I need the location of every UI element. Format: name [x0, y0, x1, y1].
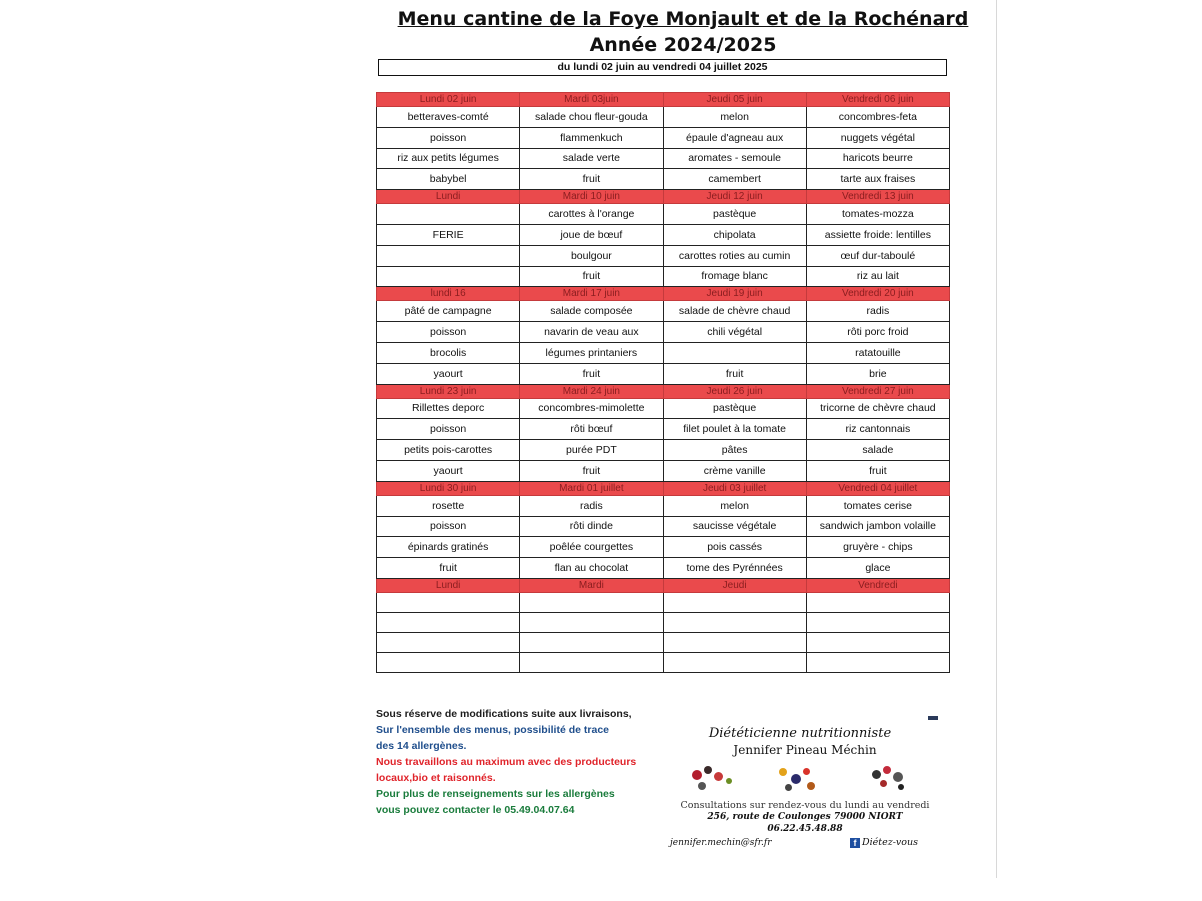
menu-cell: flan au chocolat	[520, 558, 663, 579]
dietitian-address: 256, route de Coulonges 79000 NIORT	[707, 812, 903, 822]
note-line: des 14 allergènes.	[376, 740, 467, 752]
menu-cell	[663, 592, 806, 612]
menu-cell	[377, 632, 520, 652]
menu-cell: assiette froide: lentilles	[806, 224, 949, 245]
menu-cell: carottes roties au cumin	[663, 245, 806, 266]
menu-cell	[663, 652, 806, 672]
menu-cell: filet poulet à la tomate	[663, 419, 806, 440]
menu-row	[377, 127, 950, 148]
menu-cell	[377, 204, 520, 225]
note-line: locaux,bio et raisonnés.	[376, 772, 496, 784]
menu-row	[377, 204, 950, 225]
menu-cell: melon	[663, 107, 806, 128]
menu-cell: camembert	[663, 169, 806, 190]
menu-cell: pâté de campagne	[377, 301, 520, 322]
dash-mark	[928, 716, 938, 720]
note-line: Sous réserve de modifications suite aux livraisons,	[376, 708, 632, 720]
menu-cell: rôti dinde	[520, 516, 663, 537]
note-line: vous pouvez contacter le 05.49.04.07.64	[376, 804, 575, 816]
menu-cell: saucisse végétale	[663, 516, 806, 537]
menu-cell: joue de bœuf	[520, 224, 663, 245]
day-header: Vendredi 27 juin	[806, 384, 949, 398]
menu-cell: Rillettes deporc	[377, 398, 520, 419]
menu-row	[377, 495, 950, 516]
menu-row	[377, 398, 950, 419]
menu-cell: brie	[806, 363, 949, 384]
day-header: Jeudi 05 juin	[663, 93, 806, 107]
menu-cell: fruit	[806, 460, 949, 481]
menu-cell: brocolis	[377, 342, 520, 363]
menu-row	[377, 301, 950, 322]
day-header: Mardi 24 juin	[520, 384, 663, 398]
menu-cell	[377, 652, 520, 672]
menu-cell: gruyère - chips	[806, 537, 949, 558]
menu-cell: concombres-feta	[806, 107, 949, 128]
day-header: Jeudi 12 juin	[663, 190, 806, 204]
menu-cell: poêlée courgettes	[520, 537, 663, 558]
day-header: Lundi 02 juin	[377, 93, 520, 107]
menu-cell: salade composée	[520, 301, 663, 322]
menu-cell	[520, 592, 663, 612]
facebook-link[interactable]	[850, 837, 918, 848]
menu-cell: pâtes	[663, 440, 806, 461]
week-header-row	[377, 287, 950, 301]
menu-cell: rôti bœuf	[520, 419, 663, 440]
day-header: Lundi 23 juin	[377, 384, 520, 398]
day-header: Vendredi 20 juin	[806, 287, 949, 301]
menu-cell: carottes à l'orange	[520, 204, 663, 225]
menu-cell: fruit	[520, 460, 663, 481]
menu-cell: yaourt	[377, 363, 520, 384]
menu-row	[377, 363, 950, 384]
vegetable-icon	[775, 764, 825, 794]
food-logos	[690, 764, 920, 796]
menu-cell: sandwich jambon volaille	[806, 516, 949, 537]
menu-cell: betteraves-comté	[377, 107, 520, 128]
menu-cell: pastèque	[663, 204, 806, 225]
dietitian-title: Diététicienne nutritionniste	[708, 726, 892, 741]
menu-cell	[520, 612, 663, 632]
day-header: Vendredi 06 juin	[806, 93, 949, 107]
menu-cell: flammenkuch	[520, 127, 663, 148]
menu-cell: melon	[663, 495, 806, 516]
note-line: Pour plus de renseignements sur les allergènes	[376, 788, 615, 800]
menu-row	[377, 322, 950, 343]
school-year: Année 2024/2025	[589, 34, 777, 56]
menu-cell: yaourt	[377, 460, 520, 481]
menu-cell	[520, 652, 663, 672]
plate-icon	[868, 764, 918, 794]
dietitian-email[interactable]: jennifer.mechin@sfr.fr	[670, 838, 772, 848]
note-line: Nous travaillons au maximum avec des producteurs	[376, 756, 637, 768]
consult-hours: Consultations sur rendez-vous du lundi au vendredi	[680, 800, 930, 811]
menu-cell: fruit	[520, 266, 663, 287]
day-header: Jeudi	[663, 578, 806, 592]
menu-cell: fruit	[377, 558, 520, 579]
menu-cell: chili végétal	[663, 322, 806, 343]
menu-cell: pois cassés	[663, 537, 806, 558]
menu-cell: fruit	[520, 363, 663, 384]
menu-cell: fruit	[520, 169, 663, 190]
menu-cell: haricots beurre	[806, 148, 949, 169]
menu-row	[377, 652, 950, 672]
dietitian-phone: 06.22.45.48.88	[767, 824, 843, 834]
menu-cell: œuf dur-taboulé	[806, 245, 949, 266]
week-header-row	[377, 578, 950, 592]
facebook-label: Diétez-vous	[862, 837, 919, 848]
menu-row	[377, 460, 950, 481]
day-header: Mardi 03juin	[520, 93, 663, 107]
menu-cell: tarte aux fraises	[806, 169, 949, 190]
menu-cell: tomates-mozza	[806, 204, 949, 225]
menu-cell	[520, 632, 663, 652]
menu-cell: poisson	[377, 127, 520, 148]
menu-cell	[663, 612, 806, 632]
menu-cell: riz aux petits légumes	[377, 148, 520, 169]
menu-cell: radis	[520, 495, 663, 516]
menu-cell	[663, 342, 806, 363]
menu-row	[377, 440, 950, 461]
menu-cell: épinards gratinés	[377, 537, 520, 558]
menu-cell: fromage blanc	[663, 266, 806, 287]
menu-row	[377, 266, 950, 287]
menu-cell: tome des Pyrénnées	[663, 558, 806, 579]
menu-cell: poisson	[377, 322, 520, 343]
date-range: du lundi 02 juin au vendredi 04 juillet 2025	[378, 59, 947, 76]
menu-cell: rosette	[377, 495, 520, 516]
menu-cell: glace	[806, 558, 949, 579]
menu-row	[377, 169, 950, 190]
day-header: Mardi 17 juin	[520, 287, 663, 301]
menu-cell	[377, 612, 520, 632]
menu-cell: aromates - semoule	[663, 148, 806, 169]
menu-cell: légumes printaniers	[520, 342, 663, 363]
day-header: Jeudi 26 juin	[663, 384, 806, 398]
menu-cell: nuggets végétal	[806, 127, 949, 148]
menu-row	[377, 342, 950, 363]
menu-row	[377, 419, 950, 440]
week-header-row	[377, 384, 950, 398]
menu-cell: riz au lait	[806, 266, 949, 287]
menu-cell: FERIE	[377, 224, 520, 245]
menu-row	[377, 516, 950, 537]
notes-block	[376, 706, 636, 818]
menu-title: Menu cantine de la Foye Monjault et de la Rochénard	[397, 8, 969, 30]
menu-cell: crème vanille	[663, 460, 806, 481]
menu-row	[377, 107, 950, 128]
menu-cell: poisson	[377, 419, 520, 440]
menu-cell: pastèque	[663, 398, 806, 419]
menu-row	[377, 612, 950, 632]
day-header: Jeudi 19 juin	[663, 287, 806, 301]
menu-cell: chipolata	[663, 224, 806, 245]
menu-cell: tricorne de chèvre chaud	[806, 398, 949, 419]
menu-row	[377, 148, 950, 169]
menu-cell: boulgour	[520, 245, 663, 266]
day-header: Lundi	[377, 578, 520, 592]
menu-cell	[377, 592, 520, 612]
menu-cell: purée PDT	[520, 440, 663, 461]
dietitian-block	[670, 726, 930, 848]
menu-cell	[663, 632, 806, 652]
menu-row	[377, 224, 950, 245]
menu-cell	[377, 245, 520, 266]
day-header: Mardi	[520, 578, 663, 592]
menu-row	[377, 537, 950, 558]
menu-cell: fruit	[663, 363, 806, 384]
menu-cell: tomates cerise	[806, 495, 949, 516]
menu-cell: riz cantonnais	[806, 419, 949, 440]
menu-cell: babybel	[377, 169, 520, 190]
menu-cell: salade de chèvre chaud	[663, 301, 806, 322]
menu-cell	[806, 632, 949, 652]
menu-row	[377, 632, 950, 652]
week-header-row	[377, 190, 950, 204]
menu-cell: salade	[806, 440, 949, 461]
day-header: Lundi 30 juin	[377, 481, 520, 495]
menu-row	[377, 558, 950, 579]
fruit-icon	[690, 764, 740, 794]
menu-page	[370, 0, 997, 878]
menu-cell	[377, 266, 520, 287]
facebook-icon: f	[850, 838, 860, 848]
dietitian-name: Jennifer Pineau Méchin	[733, 743, 877, 757]
day-header: Vendredi 13 juin	[806, 190, 949, 204]
menu-cell: concombres-mimolette	[520, 398, 663, 419]
week-header-row	[377, 93, 950, 107]
menu-cell	[806, 652, 949, 672]
day-header: Vendredi	[806, 578, 949, 592]
menu-cell: ratatouille	[806, 342, 949, 363]
menu-cell	[806, 612, 949, 632]
menu-cell: petits pois-carottes	[377, 440, 520, 461]
week-header-row	[377, 481, 950, 495]
menu-row	[377, 592, 950, 612]
menu-cell: poisson	[377, 516, 520, 537]
day-header: Jeudi 03 juillet	[663, 481, 806, 495]
menu-cell: radis	[806, 301, 949, 322]
menu-table	[376, 92, 950, 673]
menu-row	[377, 245, 950, 266]
day-header: Lundi	[377, 190, 520, 204]
day-header: lundi 16	[377, 287, 520, 301]
menu-cell: navarin de veau aux	[520, 322, 663, 343]
day-header: Mardi 10 juin	[520, 190, 663, 204]
menu-cell: rôti porc froid	[806, 322, 949, 343]
menu-cell	[806, 592, 949, 612]
day-header: Vendredi 04 juillet	[806, 481, 949, 495]
day-header: Mardi 01 juillet	[520, 481, 663, 495]
menu-cell: épaule d'agneau aux	[663, 127, 806, 148]
menu-cell: salade chou fleur-gouda	[520, 107, 663, 128]
note-line: Sur l'ensemble des menus, possibilité de trace	[376, 724, 609, 736]
menu-cell: salade verte	[520, 148, 663, 169]
